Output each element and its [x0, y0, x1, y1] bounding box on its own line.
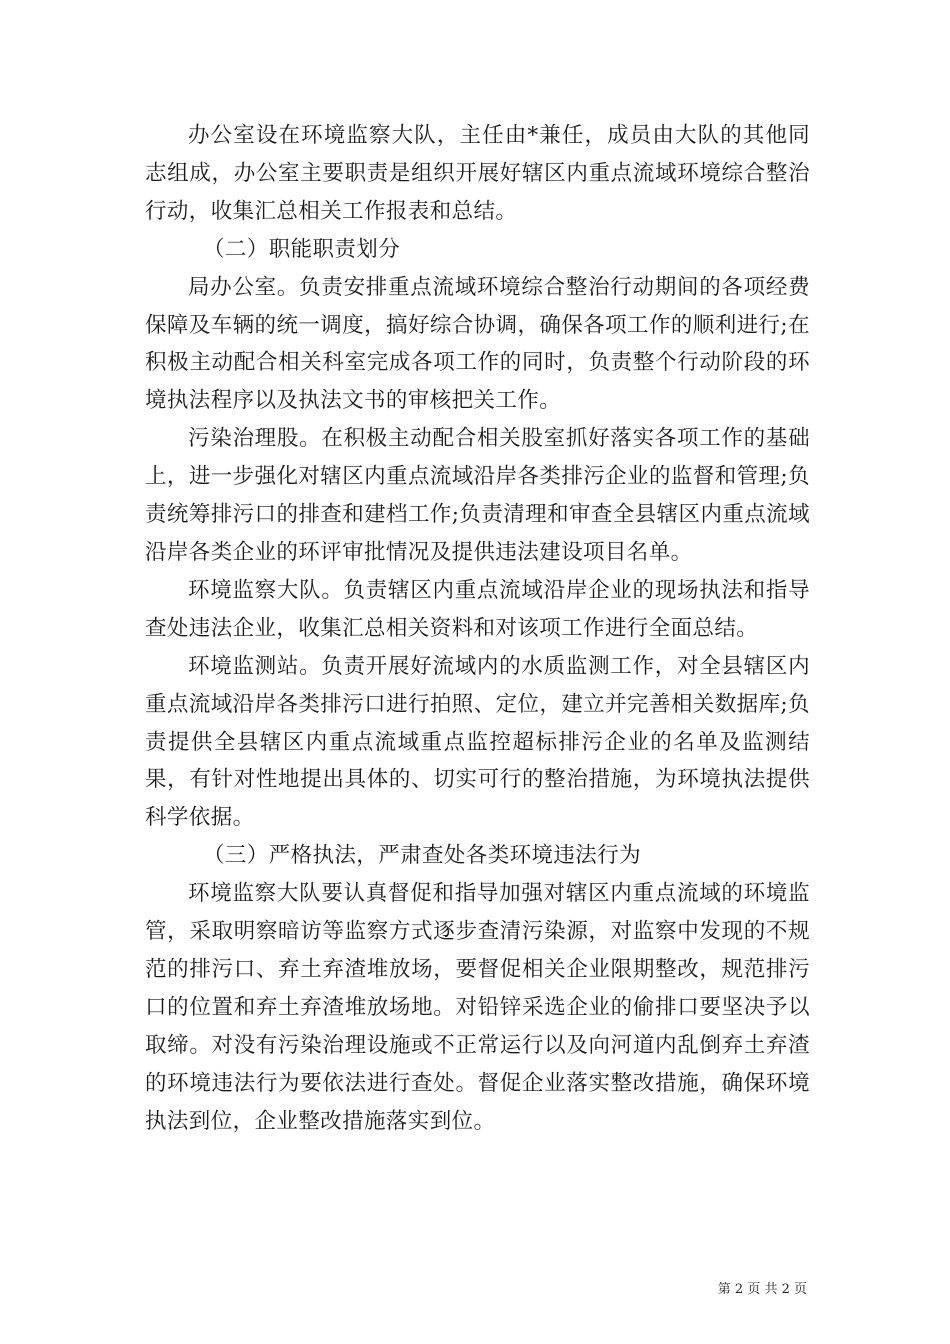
paragraph-pollution-control: 污染治理股。在积极主动配合相关股室抓好落实各项工作的基础上，进一步强化对辖区内重点流域沿岸各类排污企业的监督和管理;负责统筹排污口的排查和建档工作;负责清理和审查全县辖区内重点流域沿岸各类企业的环评审批情况及提供违法建设项目名单。 [145, 426, 810, 565]
paragraph-inspection-brigade: 环境监察大队。负责辖区内重点流域沿岸企业的现场执法和指导查处违法企业，收集汇总相关资料和对该项工作进行全面总结。 [145, 577, 810, 641]
paragraph-enforcement-details: 环境监察大队要认真督促和指导加强对辖区内重点流域的环境监管，采取明察暗访等监察方式逐步查清污染源，对监察中发现的不规范的排污口、弃土弃渣堆放场，要督促相关企业限期整改，规范排污口的位置和弃土弃渣堆放场地。对铅锌采选企业的偷排口要坚决予以取缔。对没有污染治理设施或不正常运行以及向河道内乱倒弃土弃渣的环境违法行为要依法进行查处。督促企业落实整改措施，确保环境执法到位，企业整改措施落实到位。 [145, 881, 810, 1134]
page-number: 第 2 页 共 2 页 [717, 1282, 807, 1297]
document-body [145, 117, 810, 1140]
heading-duties-division: （二）职能职责划分 [203, 236, 401, 262]
paragraph-monitoring-station: 环境监测站。负责开展好流域内的水质监测工作，对全县辖区内重点流域沿岸各类排污口进行拍照、定位，建立并完善相关数据库;负责提供全县辖区内重点流域重点监控超标排污企业的名单及监测结果，有针对性地提出具体的、切实可行的整治措施，为环境执法提供科学依据。 [145, 653, 810, 831]
paragraph-bureau-office: 局办公室。负责安排重点流域环境综合整治行动期间的各项经费保障及车辆的统一调度，搞好综合协调，确保各项工作的顺利进行;在积极主动配合相关科室完成各项工作的同时，负责整个行动阶段的环境执法程序以及执法文书的审核把关工作。 [145, 274, 810, 414]
paragraph-office-setup: 办公室设在环境监察大队，主任由*兼任，成员由大队的其他同志组成，办公室主要职责是组织开展好辖区内重点流域环境综合整治行动，收集汇总相关工作报表和总结。 [145, 123, 810, 224]
heading-strict-enforcement: （三）严格执法，严肃查处各类环境违法行为 [203, 843, 642, 869]
